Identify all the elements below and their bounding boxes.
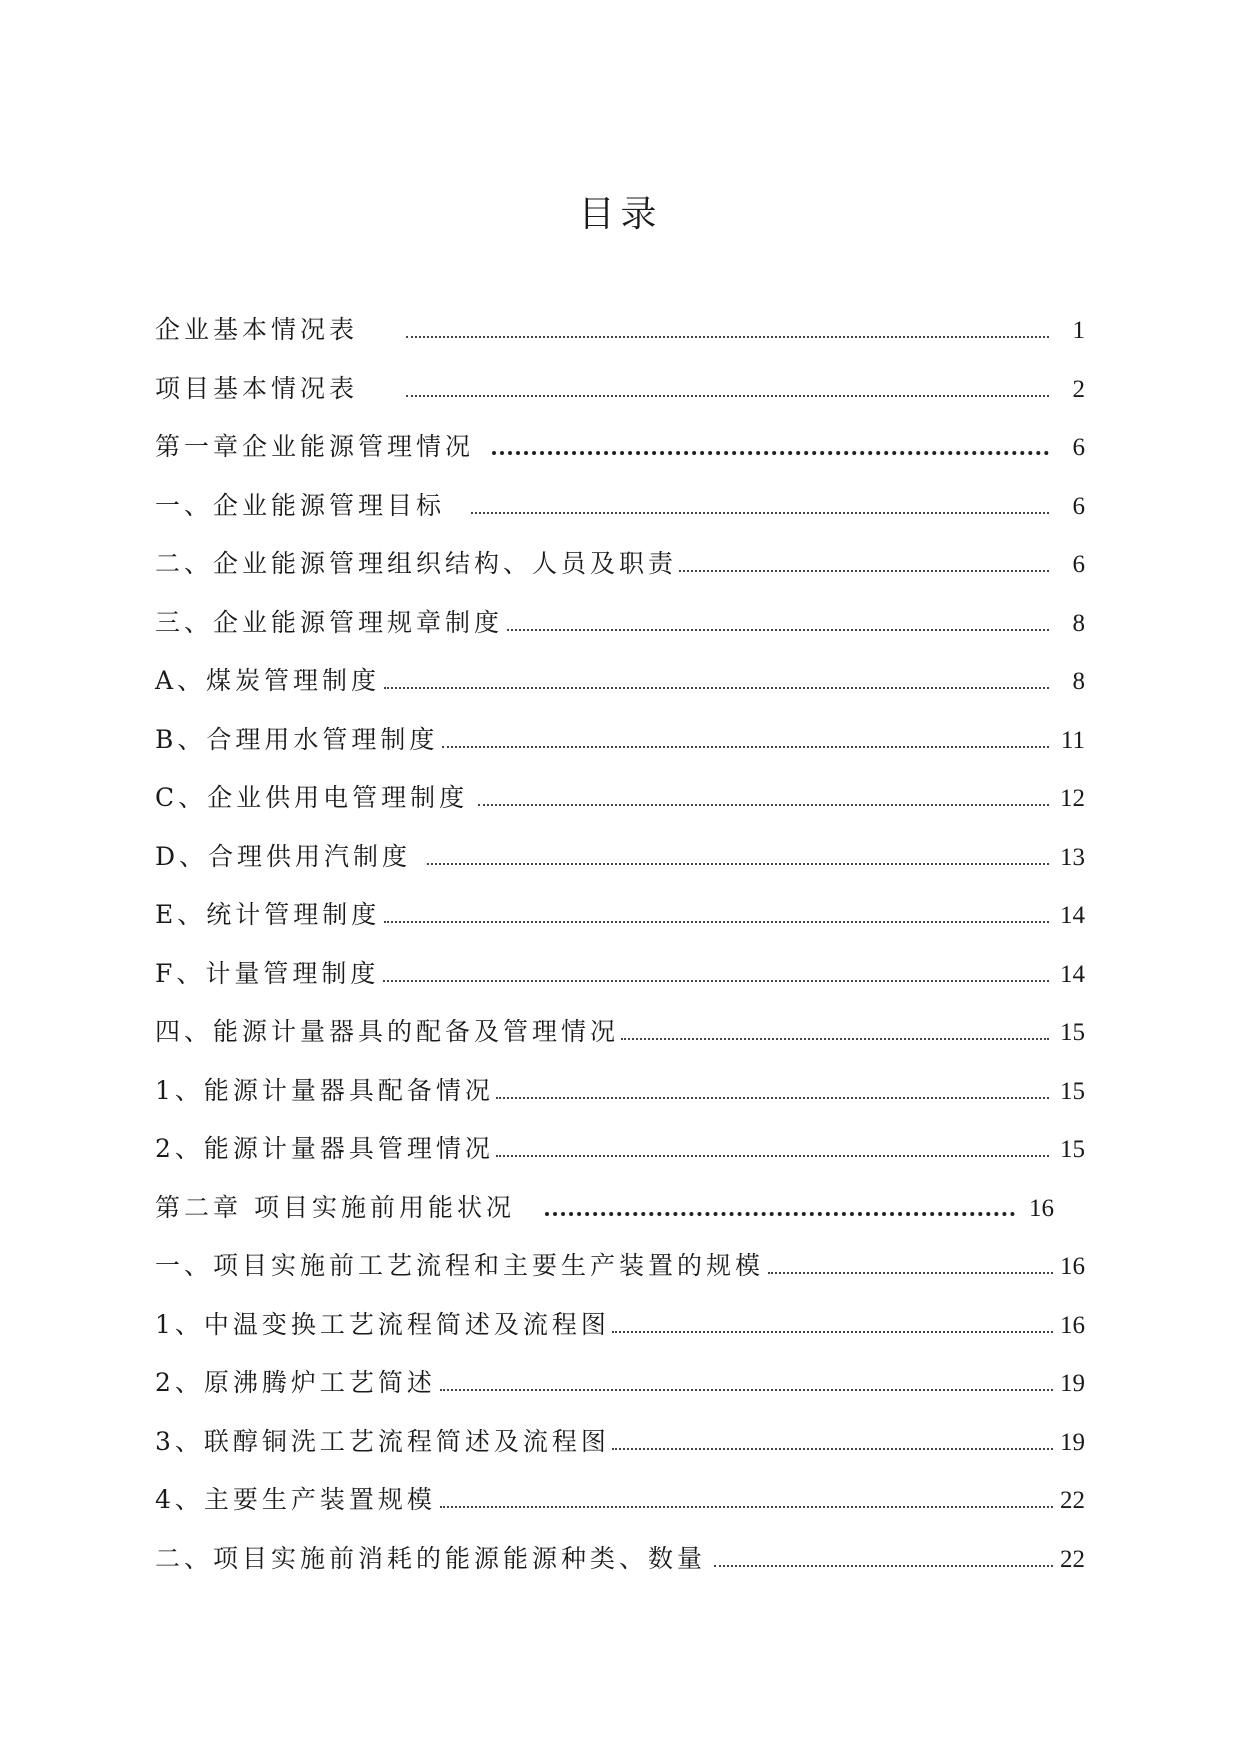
- toc-entry-label: 二、企业能源管理组织结构、人员及职责: [155, 549, 678, 578]
- toc-entry-label: 二、项目实施前消耗的能源能源种类、数量: [155, 1543, 707, 1573]
- toc-dot-leader: [383, 980, 1049, 982]
- toc-entry-page: 15: [1060, 1019, 1085, 1046]
- toc-entry-label: 1、能源计量器具配备情况: [155, 1075, 494, 1105]
- toc-entry-page: 1: [1072, 317, 1085, 344]
- toc-entry-page: 8: [1072, 668, 1085, 695]
- toc-entry[interactable]: [155, 837, 1085, 896]
- toc-dot-leader: [440, 1506, 1053, 1508]
- toc-entry-page: 8: [1072, 609, 1085, 637]
- toc-dot-leader: [384, 921, 1049, 923]
- toc-entry-page: 6: [1072, 434, 1085, 461]
- toc-entry-page: 15: [1060, 1077, 1085, 1105]
- toc-entry[interactable]: [155, 1363, 1085, 1422]
- toc-entry-label: C、企业供用电管理制度: [155, 783, 469, 812]
- toc-dot-leader: [427, 863, 1049, 865]
- toc-entry[interactable]: [155, 895, 1085, 954]
- toc-entry-page: 11: [1060, 726, 1085, 754]
- toc-dot-leader: [496, 1155, 1049, 1157]
- toc-entry-page: 14: [1060, 960, 1085, 988]
- toc-entry-label: 2、能源计量器具管理情况: [155, 1134, 494, 1163]
- toc-entry[interactable]: [155, 1012, 1085, 1071]
- toc-dot-leader: [384, 687, 1049, 689]
- toc-entry-page: 12: [1060, 785, 1085, 812]
- toc-entry-page: 22: [1060, 1545, 1085, 1573]
- toc-dot-leader: [621, 1038, 1049, 1040]
- toc-entry-page: 19: [1060, 1428, 1085, 1456]
- toc-entry-label: 3、联醇铜洗工艺流程简述及流程图: [155, 1426, 610, 1456]
- toc-entry-page: 6: [1072, 551, 1085, 578]
- toc-entry-label: E、统计管理制度: [155, 900, 381, 929]
- toc-entry[interactable]: [155, 1246, 1085, 1305]
- toc-dot-leader: [507, 629, 1049, 631]
- toc-entry-page: 22: [1060, 1487, 1085, 1514]
- toc-dot-leader: [714, 1565, 1053, 1567]
- toc-entry-page: 6: [1072, 492, 1085, 520]
- toc-entry-page: 19: [1060, 1370, 1085, 1397]
- toc-entry-label: 一、企业能源管理目标: [155, 490, 446, 520]
- toc-entry[interactable]: [155, 1539, 1085, 1598]
- toc-entry[interactable]: [155, 778, 1085, 837]
- toc-entry[interactable]: [155, 1071, 1085, 1130]
- toc-entry[interactable]: [155, 1188, 1085, 1247]
- toc-entry-label: 2、原沸腾炉工艺简述: [155, 1368, 436, 1397]
- toc-entry[interactable]: [155, 1129, 1085, 1188]
- toc-dot-leader: [406, 395, 1049, 397]
- toc-dot-leader: [442, 746, 1049, 748]
- toc-dot-leader: [768, 1272, 1053, 1274]
- table-of-contents: [155, 310, 1085, 1597]
- toc-entry-label: 第二章 项目实施前用能状况: [155, 1192, 515, 1222]
- toc-entry[interactable]: [155, 427, 1085, 486]
- toc-entry-label: 四、能源计量器具的配备及管理情况: [155, 1017, 620, 1046]
- toc-entry[interactable]: [155, 1422, 1085, 1481]
- toc-dot-leader: [612, 1448, 1053, 1450]
- toc-entry-page: 16: [1060, 1253, 1085, 1280]
- toc-entry-label: D、合理供用汽制度: [155, 841, 412, 871]
- toc-entry-page: 16: [1060, 1311, 1085, 1339]
- toc-entry-label: 1、中温变换工艺流程简述及流程图: [155, 1309, 610, 1339]
- toc-dot-leader: [612, 1331, 1053, 1333]
- toc-entry-label: 三、企业能源管理规章制度: [155, 607, 504, 637]
- toc-entry-label: 4、主要生产装置规模: [155, 1485, 436, 1514]
- toc-entry-label: 项目基本情况表: [155, 373, 359, 403]
- toc-entry-label: 企业基本情况表: [155, 315, 359, 344]
- toc-entry[interactable]: [155, 486, 1085, 545]
- toc-dot-leader: [492, 451, 1049, 455]
- toc-entry[interactable]: [155, 1480, 1085, 1539]
- toc-dot-leader: [406, 336, 1049, 338]
- toc-dot-leader: [478, 804, 1049, 806]
- toc-entry-page: 13: [1060, 843, 1085, 871]
- toc-entry-page: 15: [1060, 1136, 1085, 1163]
- toc-entry[interactable]: [155, 544, 1085, 603]
- toc-dot-leader: [440, 1389, 1053, 1391]
- toc-entry-page: 2: [1072, 375, 1085, 403]
- toc-entry[interactable]: [155, 369, 1085, 428]
- toc-entry-label: 一、项目实施前工艺流程和主要生产装置的规模: [155, 1251, 765, 1280]
- toc-dot-leader: [545, 1212, 1015, 1216]
- toc-entry[interactable]: [155, 661, 1085, 720]
- toc-entry-label: 第一章企业能源管理情况: [155, 432, 475, 461]
- toc-entry[interactable]: [155, 310, 1085, 369]
- toc-entry[interactable]: [155, 954, 1085, 1013]
- toc-dot-leader: [496, 1097, 1049, 1099]
- toc-dot-leader: [471, 512, 1049, 514]
- toc-entry[interactable]: [155, 720, 1085, 779]
- toc-entry[interactable]: [155, 1305, 1085, 1364]
- page-title: 目录: [578, 194, 663, 235]
- toc-entry-page: 14: [1060, 902, 1085, 929]
- toc-dot-leader: [679, 570, 1049, 572]
- toc-entry-label: F、计量管理制度: [155, 958, 380, 988]
- toc-entry-label: A、煤炭管理制度: [155, 666, 381, 695]
- toc-entry-label: B、合理用水管理制度: [155, 724, 439, 754]
- toc-entry-page: 16: [1028, 1194, 1054, 1222]
- toc-entry[interactable]: [155, 603, 1085, 662]
